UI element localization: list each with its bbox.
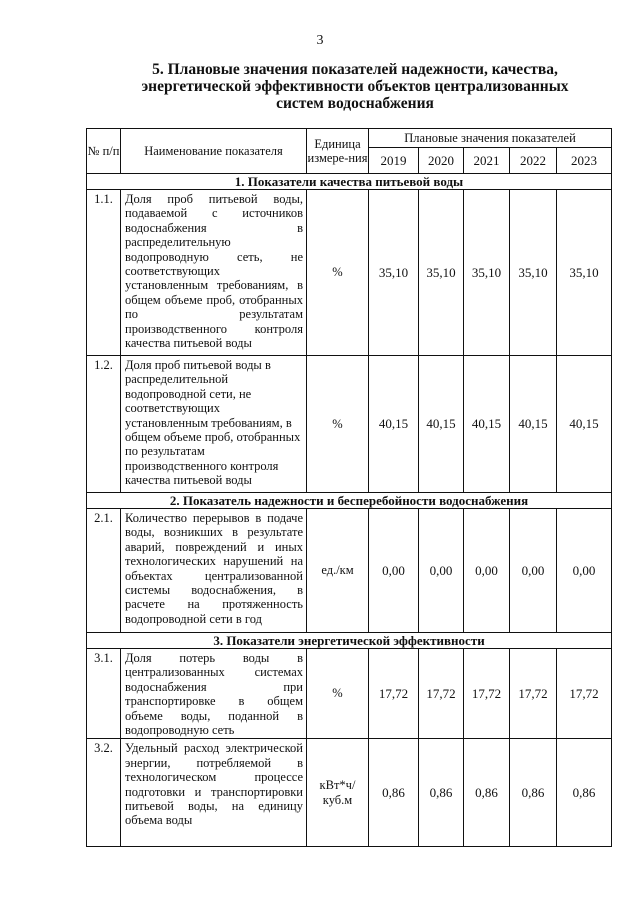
section-title-energy: 3. Показатели энергетической эффективности xyxy=(87,633,612,649)
value-2021: 0,86 xyxy=(464,739,510,847)
indicator-name: Количество перерывов в подаче воды, возникших в результате аварий, повреждений и иных технологических нарушений на объектах централизованной системы водоснабжения, в расчете на протяженность водопроводной сети в год xyxy=(121,509,307,633)
indicator-name: Доля потерь воды в централизованных системах водоснабжения при транспортировке в общем объеме воды, поданной в водопроводную сеть xyxy=(121,649,307,739)
indicator-unit: % xyxy=(307,356,369,493)
header-year: 2019 xyxy=(369,148,419,174)
value-2020: 0,86 xyxy=(419,739,464,847)
indicator-name: Удельный расход электрической энергии, потребляемой в технологическом процессе подготовки и транспортировки питьевой воды, на единицу объема воды xyxy=(121,739,307,847)
row-number: 1.2. xyxy=(87,356,121,493)
page-number: 3 xyxy=(316,33,324,48)
section-title xyxy=(120,61,590,112)
value-2023: 0,00 xyxy=(557,509,612,633)
header-number: № п/п xyxy=(87,129,121,174)
value-2022: 0,00 xyxy=(510,509,557,633)
header-unit: Единица измере-ния xyxy=(307,129,369,174)
section-row xyxy=(87,493,612,509)
section-title-quality: 1. Показатели качества питьевой воды xyxy=(87,174,612,190)
value-2019: 35,10 xyxy=(369,190,419,356)
section-row xyxy=(87,633,612,649)
value-2023: 17,72 xyxy=(557,649,612,739)
table-row xyxy=(87,509,612,633)
header-name: Наименование показателя xyxy=(121,129,307,174)
value-2020: 0,00 xyxy=(419,509,464,633)
table-row xyxy=(87,356,612,493)
row-number: 1.1. xyxy=(87,190,121,356)
header-year: 2022 xyxy=(510,148,557,174)
value-2020: 40,15 xyxy=(419,356,464,493)
header-year: 2020 xyxy=(419,148,464,174)
value-2019: 0,86 xyxy=(369,739,419,847)
indicator-unit: % xyxy=(307,649,369,739)
value-2021: 40,15 xyxy=(464,356,510,493)
value-2022: 0,86 xyxy=(510,739,557,847)
value-2023: 35,10 xyxy=(557,190,612,356)
value-2023: 0,86 xyxy=(557,739,612,847)
title-line-2: энергетической эффективности объектов централизованных xyxy=(141,78,569,95)
value-2021: 35,10 xyxy=(464,190,510,356)
indicator-name: Доля проб питьевой воды, подаваемой с источников водоснабжения в распределительную водопроводную сеть, не соответствующих установленным требованиям, в общем объеме проб, отобранных по результатам производственного контроля качества питьевой воды xyxy=(121,190,307,356)
row-number: 3.1. xyxy=(87,649,121,739)
header-planned-values: Плановые значения показателей xyxy=(369,129,612,148)
title-line-1: 5. Плановые значения показателей надежности, качества, xyxy=(152,61,558,78)
indicator-unit: % xyxy=(307,190,369,356)
table-row xyxy=(87,649,612,739)
section-row xyxy=(87,174,612,190)
value-2019: 40,15 xyxy=(369,356,419,493)
row-number: 3.2. xyxy=(87,739,121,847)
value-2021: 0,00 xyxy=(464,509,510,633)
value-2022: 35,10 xyxy=(510,190,557,356)
indicator-unit: ед./км xyxy=(307,509,369,633)
value-2019: 0,00 xyxy=(369,509,419,633)
header-year: 2023 xyxy=(557,148,612,174)
value-2021: 17,72 xyxy=(464,649,510,739)
section-title-reliability: 2. Показатель надежности и бесперебойности водоснабжения xyxy=(87,493,612,509)
indicator-name: Доля проб питьевой воды в распределительной водопроводной сети, не соответствующих установленным требованиям, в общем объеме проб, отобранных по результатам производственного контроля качества питьевой воды xyxy=(121,356,307,493)
indicator-unit: кВт*ч/ куб.м xyxy=(307,739,369,847)
value-2019: 17,72 xyxy=(369,649,419,739)
value-2022: 17,72 xyxy=(510,649,557,739)
indicators-table xyxy=(86,128,612,847)
header-year: 2021 xyxy=(464,148,510,174)
row-number: 2.1. xyxy=(87,509,121,633)
value-2020: 17,72 xyxy=(419,649,464,739)
table-row xyxy=(87,739,612,847)
value-2022: 40,15 xyxy=(510,356,557,493)
table-row xyxy=(87,190,612,356)
value-2023: 40,15 xyxy=(557,356,612,493)
value-2020: 35,10 xyxy=(419,190,464,356)
title-line-3: систем водоснабжения xyxy=(276,95,434,112)
